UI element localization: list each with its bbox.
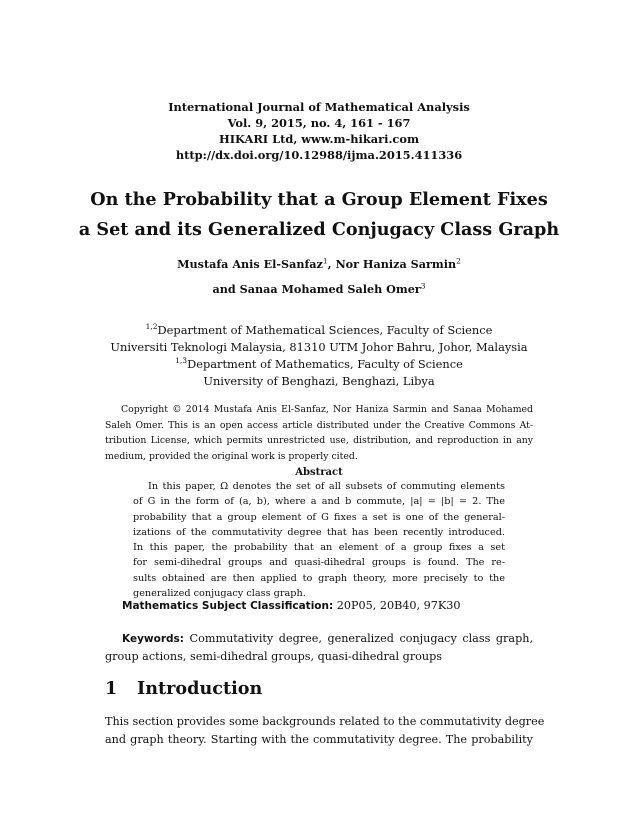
section-number: 1 xyxy=(105,678,118,699)
keywords-label: Keywords: xyxy=(122,633,184,645)
abstract-heading: Abstract xyxy=(295,467,343,478)
introduction-body xyxy=(105,713,545,748)
copyright-line-1: Copyright © 2014 Mustafa Anis El-Sanfaz, Nor Haniza Sarmin and Sanaa Mohamed xyxy=(121,404,533,415)
body-line-1: This section provides some backgrounds related to the commutativity degree xyxy=(105,715,545,728)
abstract-line-8: generalized conjugacy class graph. xyxy=(133,588,306,600)
msc-value: 20P05, 20B40, 97K30 xyxy=(333,599,461,612)
keywords-line-2: group actions, semi-dihedral groups, quasi-dihedral groups xyxy=(105,650,443,663)
abstract-line-2: of G in the form of (a, b), where a and b commute, |a| = |b| = 2. The xyxy=(133,496,505,508)
title-line-2: a Set and its Generalized Conjugacy Class Graph xyxy=(78,219,560,240)
copyright-line-4: medium, provided the original work is properly cited. xyxy=(105,450,358,462)
abstract-line-4: izations of the commutativity degree that has been recently introduced. xyxy=(133,526,505,538)
author-3-sup: 3 xyxy=(420,281,426,291)
copyright-notice xyxy=(105,402,533,464)
abstract-body xyxy=(133,479,505,601)
author-separator: , xyxy=(327,257,336,271)
affiliation-2 xyxy=(0,356,638,390)
section-heading-introduction xyxy=(105,678,262,699)
affiliation-2-line-2: University of Benghazi, Benghazi, Libya xyxy=(203,374,435,388)
journal-volume: Vol. 9, 2015, no. 4, 161 - 167 xyxy=(227,116,411,130)
keywords-block xyxy=(105,630,533,665)
affiliation-1 xyxy=(0,322,638,356)
abstract-line-7: sults obtained are then applied to graph theory, more precisely to the xyxy=(133,572,505,584)
affiliation-1-line-2: Universiti Teknologi Malaysia, 81310 UTM Johor Bahru, Johor, Malaysia xyxy=(110,340,528,354)
msc-label: Mathematics Subject Classification: xyxy=(122,600,334,612)
author-line-1 xyxy=(0,257,638,271)
author-2: Nor Haniza Sarmin xyxy=(335,257,457,271)
author-1-sup: 1 xyxy=(322,256,328,266)
abstract-line-1: In this paper, Ω denotes the set of all subsets of commuting elements xyxy=(148,481,505,492)
body-line-2: and graph theory. Starting with the commutativity degree. The probability xyxy=(105,732,533,746)
abstract-line-3: probability that a group element of G fixes a set is one of the general- xyxy=(133,511,505,523)
journal-doi[interactable]: http://dx.doi.org/10.12988/ijma.2015.411336 xyxy=(175,148,463,162)
affiliation-2-line-1: Department of Mathematics, Faculty of Science xyxy=(187,357,463,371)
keywords-text-1: Commutativity degree, generalized conjugacy class graph, xyxy=(183,632,533,645)
keywords-line-1 xyxy=(105,630,533,648)
msc-classification xyxy=(122,599,461,612)
section-title: Introduction xyxy=(137,678,263,699)
affiliation-2-sup: 1,3 xyxy=(175,356,188,366)
author-and: and xyxy=(212,282,240,296)
journal-publisher: HIKARI Ltd, www.m-hikari.com xyxy=(218,132,420,146)
copyright-line-3: tribution License, which permits unrestricted use, distribution, and reproduction in any xyxy=(105,435,533,446)
author-2-sup: 2 xyxy=(456,256,461,266)
journal-name: International Journal of Mathematical Analysis xyxy=(168,100,470,114)
affiliation-1-line-1: Department of Mathematical Sciences, Faculty of Science xyxy=(157,323,493,337)
abstract-line-5: In this paper, the probability that an element of a group fixes a set xyxy=(133,542,505,554)
author-line-2 xyxy=(0,282,638,296)
title-line-1: On the Probability that a Group Element Fixes xyxy=(90,189,548,210)
author-3: Sanaa Mohamed Saleh Omer xyxy=(239,282,421,296)
copyright-line-2: Saleh Omer. This is an open access article distributed under the Creative Commons At- xyxy=(105,419,533,431)
author-1: Mustafa Anis El-Sanfaz xyxy=(177,257,323,271)
journal-header xyxy=(0,99,638,163)
paper-title xyxy=(0,185,638,245)
abstract-line-6: for semi-dihedral groups and quasi-dihedral groups is found. The re- xyxy=(133,557,505,569)
affiliation-1-sup: 1,2 xyxy=(145,322,158,332)
